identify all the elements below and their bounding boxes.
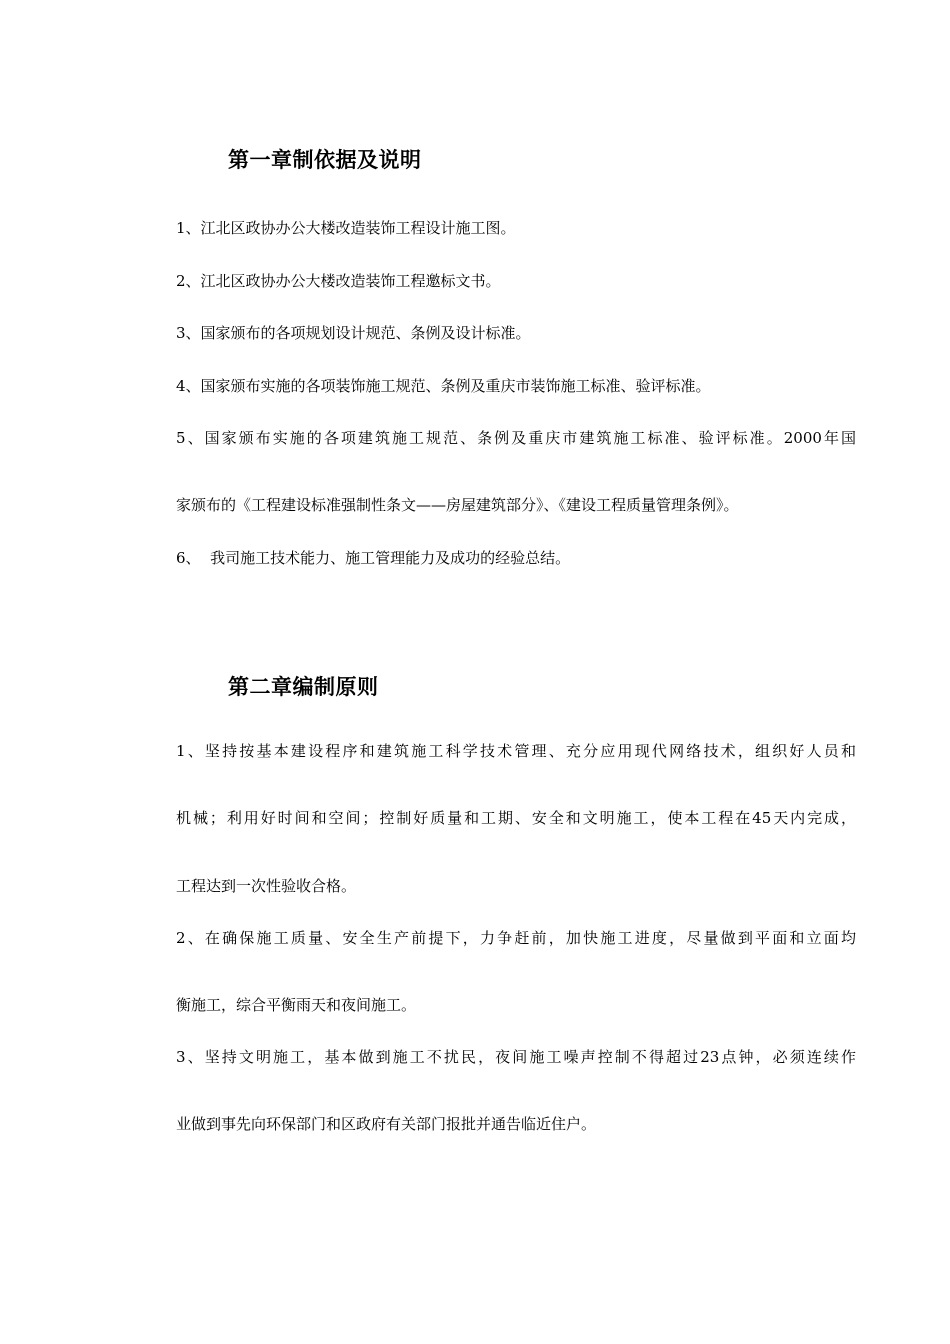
chapter1-item-4: 4、国家颁布实施的各项装饰施工规范、条例及重庆市装饰施工标准、验评标准。 bbox=[176, 377, 711, 395]
chapter1-item-1: 1、江北区政协办公大楼改造装饰工程设计施工图。 bbox=[176, 219, 516, 237]
chapter2-item-1-line3: 工程达到一次性验收合格。 bbox=[176, 877, 357, 895]
chapter1-title: 第一章制依据及说明 bbox=[228, 148, 422, 172]
chapter1-item-2: 2、江北区政协办公大楼改造装饰工程邀标文书。 bbox=[176, 272, 501, 290]
chapter2-item-3-line2: 业做到事先向环保部门和区政府有关部门报批并通告临近住户。 bbox=[176, 1115, 597, 1133]
chapter2-item-2-line2: 衡施工，综合平衡雨天和夜间施工。 bbox=[176, 996, 417, 1014]
chapter1-item-5-line1: 5、国家颁布实施的各项建筑施工规范、条例及重庆市建筑施工标准、验评标准。2000年国 bbox=[176, 429, 856, 447]
chapter2-item-1-line2: 机械；利用好时间和空间；控制好质量和工期、安全和文明施工，使本工程在45天内完成， bbox=[176, 809, 856, 827]
chapter2-title: 第二章编制原则 bbox=[228, 675, 379, 699]
chapter2-item-3-line1: 3、坚持文明施工，基本做到施工不扰民，夜间施工噪声控制不得超过23点钟，必须连续作 bbox=[176, 1048, 856, 1066]
chapter2-item-2-line1: 2、在确保施工质量、安全生产前提下，力争赶前，加快施工进度，尽量做到平面和立面均 bbox=[176, 929, 856, 947]
chapter1-item-5-line2: 家颁布的《工程建设标准强制性条文——房屋建筑部分》、《建设工程质量管理条例》。 bbox=[176, 496, 739, 514]
chapter2-item-1-line1: 1、坚持按基本建设程序和建筑施工科学技术管理、充分应用现代网络技术，组织好人员和 bbox=[176, 742, 856, 760]
chapter1-item-6: 6、 我司施工技术能力、施工管理能力及成功的经验总结。 bbox=[176, 549, 571, 567]
chapter1-item-3: 3、国家颁布的各项规划设计规范、条例及设计标准。 bbox=[176, 324, 531, 342]
